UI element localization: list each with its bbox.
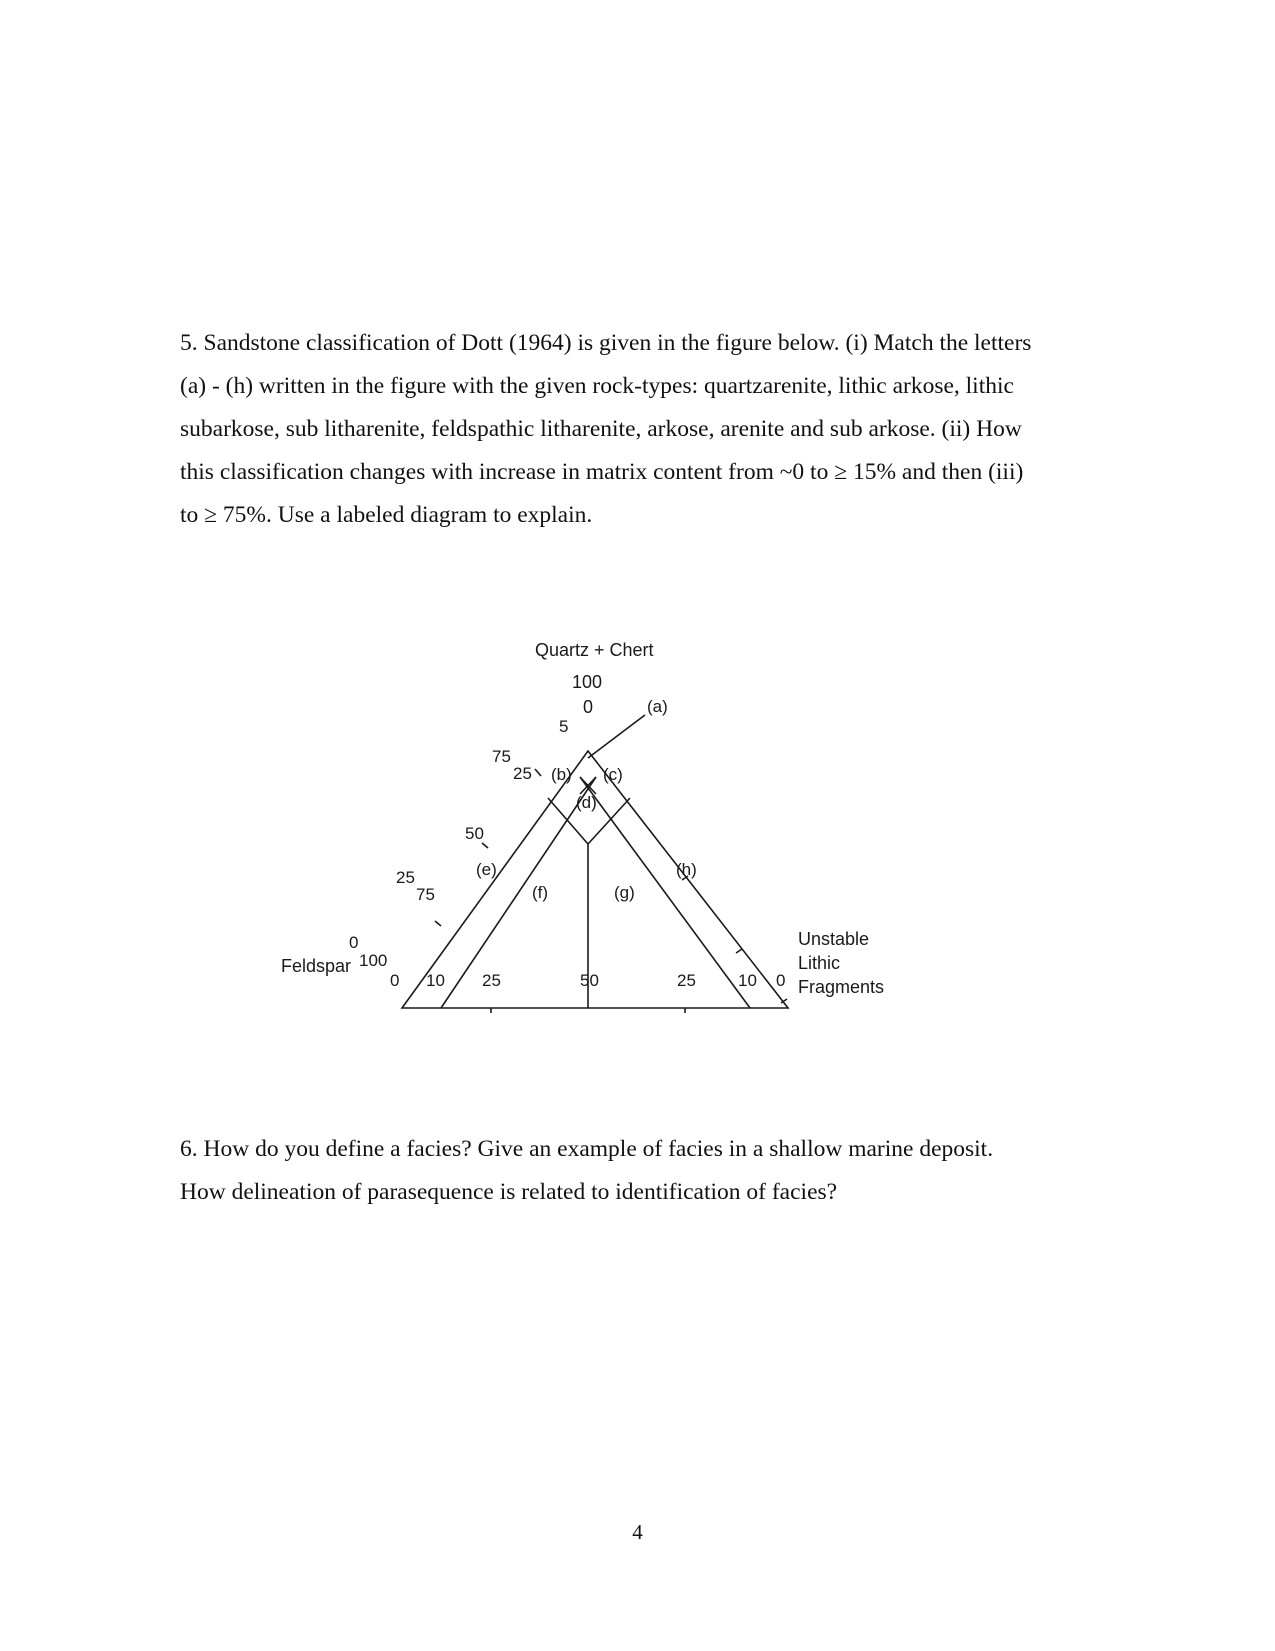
question-5-line-1: 5. Sandstone classification of Dott (1964) is given in the figure below. (i) Match the letters [180,330,1032,356]
question-5-line-3: subarkose, sub litharenite, feldspathic litharenite, arkose, arenite and sub arkose. (ii) How [180,416,1022,442]
apex-value-100: 100 [572,672,603,692]
right-vertex-label-line-2: Lithic [798,953,841,973]
pointer-a [588,715,645,758]
base-label-10r: 10 [738,971,757,990]
field-e: (e) [476,860,497,879]
question-6-line-2: How delineation of parasequence is related to identification of facies? [180,1179,838,1205]
left-tick-label-25: 25 [396,868,415,887]
left-tick-label-75: 75 [416,885,435,904]
left-tick-label-50: 50 [465,824,484,843]
question-5-line-4: this classification changes with increase in matrix content from ~0 to ≥ 15% and then (iii) [180,459,1024,485]
left-vertex-label: Feldspar [281,956,352,976]
left-tick-label-100: 100 [359,951,388,970]
base-label-0: 0 [390,971,400,990]
left-tick-label-5: 5 [559,717,569,736]
field-h: (h) [676,860,697,879]
field-d: (d) [576,793,597,812]
left-tick-label-75-upper: 75 [492,747,511,766]
base-label-0r: 0 [776,971,786,990]
page-number: 4 [632,1520,643,1544]
dott-classification-diagram [281,640,915,1030]
question-6 [180,1128,1100,1214]
feldspar-10-line [441,777,596,1008]
field-f: (f) [532,883,549,902]
right-vertex-label-line-3: Fragments [798,977,885,997]
left-tick-25 [535,769,541,776]
question-5 [180,322,1100,537]
left-tick-label-25-upper: 25 [513,764,532,783]
apex-label: Quartz + Chert [535,640,654,660]
field-b: (b) [551,765,572,784]
lithic-10-line [580,777,750,1008]
left-tick-75 [435,921,441,926]
base-label-25: 25 [482,971,501,990]
field-g: (g) [614,883,635,902]
left-tick-label-0: 0 [349,933,359,952]
outer-triangle [402,751,788,1008]
base-label-50: 50 [580,971,599,990]
question-5-line-5: to ≥ 75%. Use a labeled diagram to explain. [180,502,593,528]
question-5-line-2: (a) - (h) written in the figure with the given rock-types: quartzarenite, lithic arkose, lithic [180,373,1014,399]
field-c: (c) [603,765,623,784]
right-vertex-label-line-1: Unstable [798,929,870,949]
question-6-line-1: 6. How do you define a facies? Give an example of facies in a shallow marine deposit. [180,1136,994,1162]
left-tick-50 [482,843,488,848]
field-a: (a) [647,697,668,716]
apex-value-0: 0 [583,697,594,717]
base-label-25r: 25 [677,971,696,990]
base-label-10: 10 [426,971,445,990]
right-tick-2 [736,949,742,953]
diagram-lines [402,715,788,1013]
